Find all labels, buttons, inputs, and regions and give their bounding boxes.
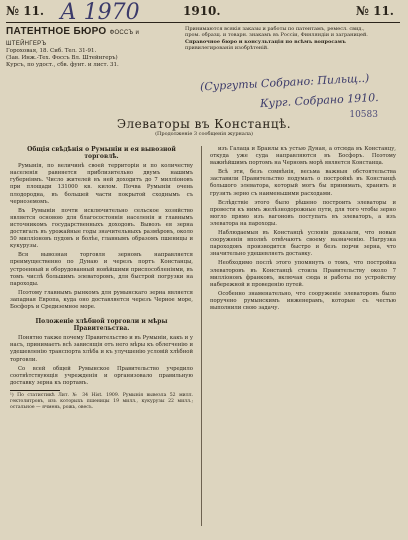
notice-line: пром. образц. и товарн. знакамъ въ Россіи, Финляндіи и заграницей. [185, 32, 368, 39]
notice-line: привилегированія изобрѣтеній. [185, 45, 269, 52]
bureau-notice [185, 26, 400, 52]
bureau-branches: Курсъ, по удост., сбв. фунт. и лист. 31. [6, 62, 119, 68]
paragraph: Особенно знаменательно, что сооруженіе элеваторовъ было поручено румынскимъ инженерамъ, которые съ честью выполнили свою задачу. [210, 290, 396, 311]
paragraph: Поэтому главнымъ рынкомъ для румынскаго зерна является западная Европа, куда оно доставляется черезъ Черное море, Босфоръ и Средиземное море. [10, 289, 193, 310]
article-title: Элеваторы въ Констанцѣ. [116, 117, 292, 131]
column-divider [201, 146, 202, 526]
handwritten-catalog-mark: А 1970 [60, 0, 140, 25]
notice-line: Принимаются всякія заказы и работы по патентамъ, ремесл. свид., [185, 26, 365, 32]
issue-number-left: № 11. [6, 4, 45, 18]
bureau-address: Гороховая, 18. Сиб. Тел. 31-91. [6, 48, 97, 54]
paragraph: Понятно также почему Правительство и въ Румыніи, какъ и у насъ, принимаетъ всѣ зависящія отъ него мѣры къ облегченію и удешевленію транспорта хлѣба и къ улучшенію условій хлѣбной торговли. [10, 335, 193, 363]
bureau-title-small: ФОССЪ и ШТЕЙНГЕРЪ [6, 30, 140, 47]
handwriting-note-2: Кург. Собрано 1910. [259, 90, 379, 111]
paragraph: изъ Галаца и Браилы къ устью Дуная, а отсюда въ Констанцу, откуда уже суда направляются въ Босфоръ. Поэтому важнѣйшимъ портомъ на Черномъ морѣ является Констанца. [210, 146, 396, 167]
paragraph: Вся вывозная торговля зерномъ направляется преимущественно по Дунаю и черезъ портъ Констанцы, устроенный и оборудованный новѣйшими приспособленіями, въ томъ числѣ большимъ элеваторомъ, для быстрой погрузки на пароходы. [10, 252, 193, 287]
bureau-title-main: ПАТЕНТНОЕ БЮРО [6, 26, 107, 37]
section-heading: Положеніе хлѣбной торговли и мѣры Правительства. [35, 318, 168, 333]
handwriting-note-1: (Сургуты Собрано: Пильщ..) [199, 71, 370, 94]
footnote: ¹) По статистикѣ Лит. № 34 Hist. 1909. Румынія вывезла 52 милл. гектолитровъ, изъ которыхъ пшеницы 19 милл., кукурузы 22 милл.; остальное — ячмень, рожь, овесъ. [10, 392, 193, 410]
masthead-rule [6, 22, 400, 23]
article-subtitle: (Продолженіе 3 сообщенія журнала) [155, 131, 253, 137]
bureau-title [6, 26, 180, 48]
paragraph: Вслѣдствіе этого было рѣшено построить элеваторы и провести къ нимъ желѣзнодорожные пути, для того чтобы зерно могло прямо изъ вагоновъ поступать въ элеваторъ, а изъ элеватора на пароходы. [210, 199, 396, 227]
paragraph: Всѣ эти, безъ сомнѣнія, весьма важныя обстоятельства заставили Правительство подумать о постройкѣ въ Констанцѣ большого элеватора, который могъ бы принимать, хранить и грузить зерно съ наименьшими расходами. [210, 169, 396, 197]
left-column [10, 146, 193, 411]
footnote-rule [10, 390, 60, 391]
paragraph: Румынія, по величинѣ своей территоріи и по количеству населенія равняется приблизительно двумъ нашимъ губерніямъ. Число жителей въ ней доходитъ до 7 милліоновъ при площади 131000 кв. килом. Почва Румыніи очень плодородна, въ большей части покрытой сходнымъ съ черноземомъ. [10, 163, 193, 205]
paragraph: Необходимо послѣ этого упомянуть о томъ, что постройка элеваторовъ въ Констанцѣ стоила Правительству около 7 милліоновъ франковъ, включая сюда и работы по устройству набережной и проведенію путей. [210, 260, 396, 288]
notice-line: Справочное бюро и консультація по всѣмъ вопросамъ [185, 38, 346, 45]
right-column [210, 146, 396, 314]
issue-year: 1910. [183, 4, 221, 18]
patent-bureau-ad [6, 26, 180, 66]
section-heading: Общія свѣдѣнія о Румыніи и ея вывозной торговлѣ. [27, 146, 176, 161]
bureau-founder: (Зав. Инж.-Тех. Фоссъ Вл. Штейнгеръ) [6, 55, 118, 61]
paragraph: Со всей общей Румынское Правительство учредило соотвѣтствующія учрежденія и организовало правильную доставку зерна къ портамъ. [10, 365, 193, 386]
paragraph: Наблюдаемыя въ Констанцѣ условія доказали, что новыя сооруженія вполнѣ отвѣчаютъ своему назначенію. Нагрузка пароходовъ производится быстро и безъ порчи зерна, что значительно удешевляетъ доставку. [210, 230, 396, 258]
archive-number: 10583 [349, 110, 378, 120]
handwritten-annotations [199, 71, 400, 114]
paragraph: Въ Румыніи почти исключительно сельское хозяйство является основою для благосостоянія населенія и главнымъ источникомъ государственныхъ доходовъ. Вывозъ ея зерна достигалъ въ урожайные годы значительныхъ размѣровъ, около 50 милліоновъ пудовъ и болѣе, главнымъ образомъ пшеницы и кукурузы. [10, 207, 193, 250]
issue-number-right: № 11. [355, 4, 394, 18]
